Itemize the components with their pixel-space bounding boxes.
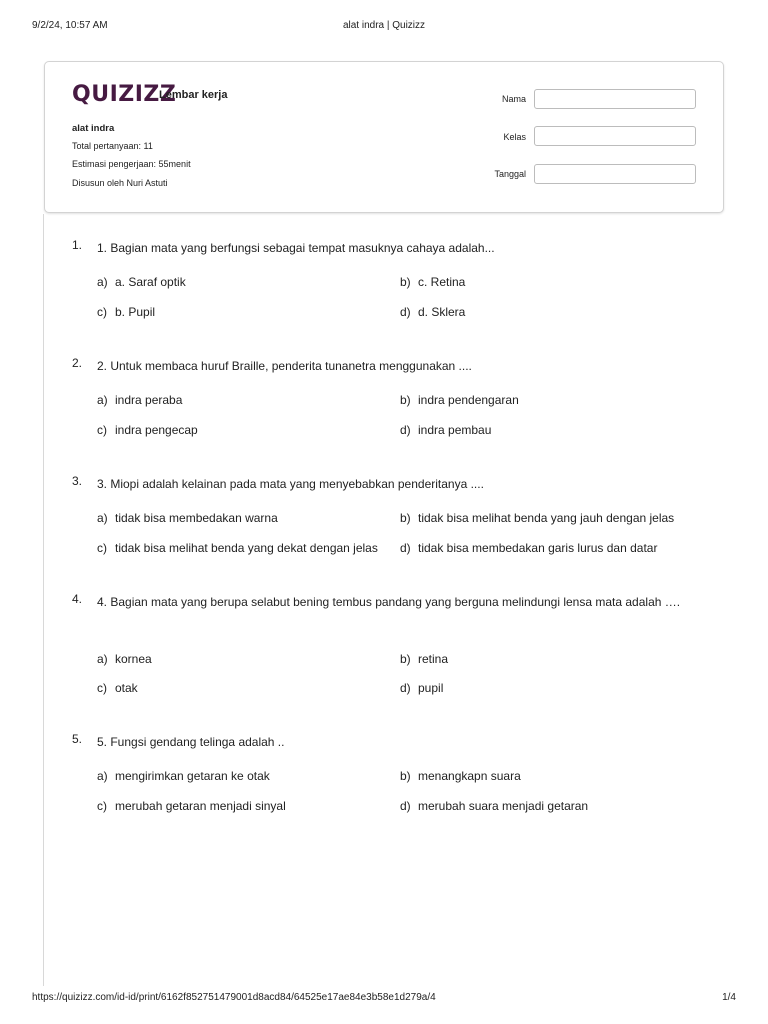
quizizz-logo: QUIZIZZ	[72, 82, 177, 107]
option-text: otak	[115, 681, 138, 695]
option-d	[400, 305, 465, 319]
option-d	[400, 423, 491, 437]
option-label: a)	[97, 275, 108, 289]
option-text: menangkapn suara	[418, 769, 521, 783]
option-text: d. Sklera	[418, 305, 466, 319]
option-d	[400, 681, 443, 695]
option-a	[97, 393, 182, 407]
option-label: c)	[97, 305, 107, 319]
option-label: d)	[400, 799, 411, 813]
date-field[interactable]	[534, 164, 696, 184]
class-label: Kelas	[503, 132, 526, 142]
option-text: indra pembau	[418, 423, 492, 437]
option-label: a)	[97, 393, 108, 407]
option-label: d)	[400, 423, 411, 437]
question-number: 1.	[72, 238, 83, 252]
option-c	[97, 305, 155, 319]
option-label: d)	[400, 541, 411, 555]
option-text: mengirimkan getaran ke otak	[115, 769, 270, 783]
option-a	[97, 511, 278, 525]
option-text: indra pendengaran	[418, 393, 519, 407]
print-url: https://quizizz.com/id-id/print/6162f852751479001d8acd84/64525e17ae84e3b58e1d279a/4	[32, 992, 436, 1003]
option-label: b)	[400, 511, 411, 525]
option-text: b. Pupil	[115, 305, 156, 319]
page-margin-rule	[43, 214, 44, 986]
option-text: tidak bisa membedakan garis lurus dan datar	[418, 541, 658, 555]
quiz-title: alat indra	[72, 123, 115, 134]
option-text: pupil	[418, 681, 444, 695]
option-b	[400, 769, 521, 783]
estimated-time: Estimasi pengerjaan: 55menit	[72, 159, 191, 169]
option-text: a. Saraf optik	[115, 275, 186, 289]
option-c	[97, 423, 198, 437]
question-number: 2.	[72, 356, 83, 370]
name-label: Nama	[501, 94, 526, 104]
option-text: tidak bisa melihat benda yang dekat dengan jelas	[115, 541, 378, 555]
class-field[interactable]	[534, 126, 696, 146]
option-text: indra pengecap	[115, 423, 198, 437]
option-text: merubah suara menjadi getaran	[418, 799, 589, 813]
question-number: 3.	[72, 474, 83, 488]
option-label: b)	[400, 275, 411, 289]
option-label: b)	[400, 652, 411, 666]
option-b	[400, 511, 674, 525]
option-label: c)	[97, 681, 107, 695]
print-datetime: 9/2/24, 10:57 AM	[32, 20, 108, 31]
option-text: kornea	[115, 652, 152, 666]
question-text: 2. Untuk membaca huruf Braille, penderita tunanetra menggunakan ....	[97, 359, 472, 373]
question-text: 1. Bagian mata yang berfungsi sebagai tempat masuknya cahaya adalah...	[97, 241, 495, 255]
option-label: b)	[400, 393, 411, 407]
date-label: Tanggal	[494, 169, 526, 179]
question-text: 5. Fungsi gendang telinga adalah ..	[97, 735, 285, 749]
option-b	[400, 275, 465, 289]
option-text: tidak bisa melihat benda yang jauh dengan jelas	[418, 511, 675, 525]
option-text: indra peraba	[115, 393, 183, 407]
option-d	[400, 541, 657, 555]
option-text: merubah getaran menjadi sinyal	[115, 799, 286, 813]
option-text: c. Retina	[418, 275, 466, 289]
option-text: retina	[418, 652, 449, 666]
option-label: a)	[97, 769, 108, 783]
question-text: 3. Miopi adalah kelainan pada mata yang menyebabkan penderitanya ....	[97, 477, 484, 491]
option-label: d)	[400, 681, 411, 695]
option-label: c)	[97, 541, 107, 555]
option-label: a)	[97, 652, 108, 666]
print-page-title: alat indra | Quizizz	[342, 20, 426, 31]
option-a	[97, 769, 270, 783]
option-c	[97, 541, 378, 555]
option-d	[400, 799, 588, 813]
option-label: a)	[97, 511, 108, 525]
option-label: c)	[97, 799, 107, 813]
total-questions: Total pertanyaan: 11	[72, 141, 153, 151]
author: Disusun oleh Nuri Astuti	[72, 178, 168, 188]
question-text: 4. Bagian mata yang berupa selabut bening tembus pandang yang berguna melindungi lensa mata adalah ….	[97, 595, 681, 609]
option-label: c)	[97, 423, 107, 437]
option-c	[97, 681, 138, 695]
option-label: d)	[400, 305, 411, 319]
worksheet-header-card	[44, 61, 724, 213]
option-a	[97, 652, 152, 666]
question-number: 5.	[72, 732, 83, 746]
worksheet-subtitle: Lembar kerja	[159, 89, 228, 101]
option-c	[97, 799, 286, 813]
name-field[interactable]	[534, 89, 696, 109]
option-b	[400, 652, 448, 666]
option-a	[97, 275, 186, 289]
option-text: tidak bisa membedakan warna	[115, 511, 278, 525]
page-number: 1/4	[722, 992, 736, 1003]
option-label: b)	[400, 769, 411, 783]
option-b	[400, 393, 519, 407]
question-number: 4.	[72, 592, 83, 606]
